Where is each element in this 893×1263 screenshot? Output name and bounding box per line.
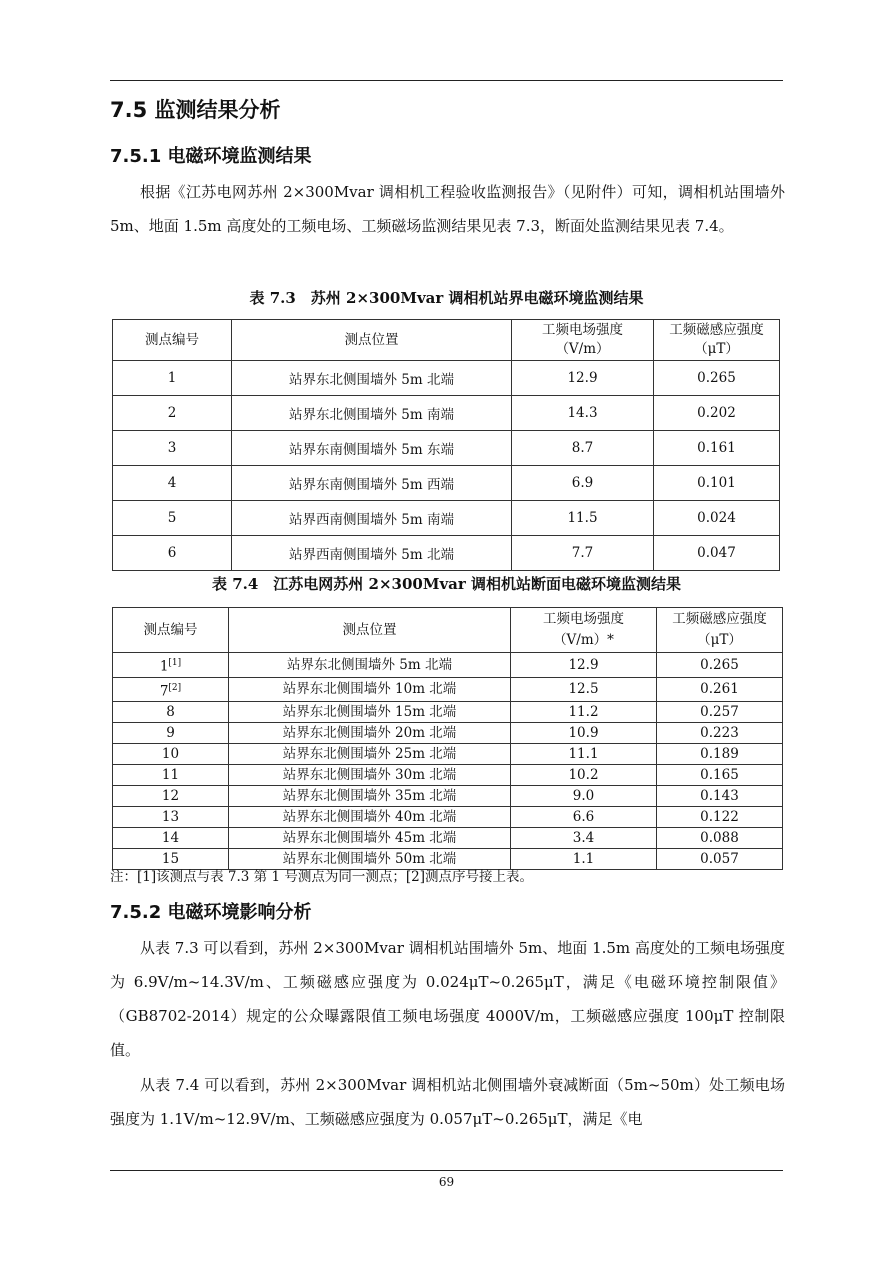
header-cell: 工频电场强度 （V/m） [512, 320, 654, 361]
cell: 10 [113, 744, 229, 765]
cell: 0.265 [654, 361, 780, 396]
header-cell: 工频磁感应强度 （μT） [657, 608, 783, 653]
table-row [113, 786, 783, 807]
intro-paragraph: 根据《江苏电网苏州 2×300Mvar 调相机工程验收监测报告》（见附件）可知，调相机站围墙外 5m、地面 1.5m 高度处的工频电场、工频磁场监测结果见表 7.3，断面处监测结果见表 7.4。 [110, 183, 785, 235]
cell: 0.143 [657, 786, 783, 807]
table-row [113, 361, 780, 396]
cell: 0.088 [657, 828, 783, 849]
header-cell: 工频磁感应强度 （μT） [654, 320, 780, 361]
cell: 15 [113, 849, 229, 870]
cell: 10.2 [511, 765, 657, 786]
cell: 3 [113, 431, 232, 466]
header-cell: 测点编号 [113, 608, 229, 653]
table-row [113, 677, 783, 702]
cell: 12.9 [511, 653, 657, 678]
cell: 站界东北侧围墙外 35m 北端 [229, 786, 511, 807]
table-row [113, 501, 780, 536]
table-row [113, 723, 783, 744]
table-row [113, 653, 783, 678]
header-rule [110, 80, 783, 81]
cell: 8.7 [512, 431, 654, 466]
cell: 站界东北侧围墙外 5m 北端 [232, 361, 512, 396]
header-cell: 测点编号 [113, 320, 232, 361]
cell: 10.9 [511, 723, 657, 744]
cell: 7.7 [512, 536, 654, 571]
cell: 站界东北侧围墙外 40m 北端 [229, 807, 511, 828]
cell: 站界东北侧围墙外 15m 北端 [229, 702, 511, 723]
page-number: 69 [438, 1175, 455, 1189]
cell: 5 [113, 501, 232, 536]
cell: 站界东北侧围墙外 20m 北端 [229, 723, 511, 744]
cell: 0.223 [657, 723, 783, 744]
subsection-title-2: 7.5.2 电磁环境影响分析 [110, 902, 312, 923]
cell: 站界西南侧围墙外 5m 北端 [232, 536, 512, 571]
cell: 0.122 [657, 807, 783, 828]
footer-rule [110, 1170, 783, 1171]
cell: 6.9 [512, 466, 654, 501]
table-header-row [113, 320, 780, 361]
cell: 11.1 [511, 744, 657, 765]
cell: 1.1 [511, 849, 657, 870]
cell: 14 [113, 828, 229, 849]
cell: 0.024 [654, 501, 780, 536]
table-row [113, 744, 783, 765]
cell: 6.6 [511, 807, 657, 828]
cell: 12 [113, 786, 229, 807]
cell: 1[1] [113, 653, 229, 678]
cell: 9 [113, 723, 229, 744]
table-row [113, 702, 783, 723]
cell: 站界东北侧围墙外 50m 北端 [229, 849, 511, 870]
cell: 7[2] [113, 677, 229, 702]
cell: 站界东南侧围墙外 5m 东端 [232, 431, 512, 466]
table-7-3-caption: 表 7.3 苏州 2×300Mvar 调相机站界电磁环境监测结果 [249, 289, 644, 307]
cell: 站界东北侧围墙外 5m 北端 [229, 653, 511, 678]
cell: 11 [113, 765, 229, 786]
table-row [113, 466, 780, 501]
cell: 6 [113, 536, 232, 571]
cell: 0.189 [657, 744, 783, 765]
cell: 0.057 [657, 849, 783, 870]
header-cell: 测点位置 [229, 608, 511, 653]
cell: 3.4 [511, 828, 657, 849]
table-7-4-caption: 表 7.4 江苏电网苏州 2×300Mvar 调相机站断面电磁环境监测结果 [211, 575, 682, 593]
table-row [113, 828, 783, 849]
cell: 0.261 [657, 677, 783, 702]
table-row [113, 431, 780, 466]
table-row [113, 807, 783, 828]
analysis-paragraph-2: 从表 7.4 可以看到，苏州 2×300Mvar 调相机站北侧围墙外衰减断面（5m~50m）处工频电场强度为 1.1V/m~12.9V/m、工频磁感应强度为 0.057μT~0.265μT，满足《电 [110, 1076, 785, 1128]
header-cell: 工频电场强度 （V/m）* [511, 608, 657, 653]
table-7-3 [112, 319, 780, 571]
cell: 11.2 [511, 702, 657, 723]
cell: 12.9 [512, 361, 654, 396]
table-row [113, 765, 783, 786]
cell: 0.202 [654, 396, 780, 431]
cell: 11.5 [512, 501, 654, 536]
cell: 0.265 [657, 653, 783, 678]
cell: 站界西南侧围墙外 5m 南端 [232, 501, 512, 536]
analysis-paragraph-1: 从表 7.3 可以看到，苏州 2×300Mvar 调相机站围墙外 5m、地面 1.5m 高度处的工频电场强度为 6.9V/m~14.3V/m、工频磁感应强度为 0.024μT~0.265μT，满足《电磁环境控制限值》（GB8702-2014）规定的公众曝露限值工频电场强度 4000V/m，工频磁感应强度 100μT 控制限值。 [110, 939, 785, 1059]
cell: 站界东北侧围墙外 10m 北端 [229, 677, 511, 702]
cell: 0.165 [657, 765, 783, 786]
table-row [113, 536, 780, 571]
cell: 12.5 [511, 677, 657, 702]
cell: 13 [113, 807, 229, 828]
cell: 0.257 [657, 702, 783, 723]
table-7-4 [112, 607, 783, 870]
cell: 0.161 [654, 431, 780, 466]
cell: 站界东北侧围墙外 30m 北端 [229, 765, 511, 786]
table-header-row [113, 608, 783, 653]
cell: 站界东北侧围墙外 5m 南端 [232, 396, 512, 431]
section-title: 7.5 监测结果分析 [110, 98, 281, 122]
cell: 站界东北侧围墙外 45m 北端 [229, 828, 511, 849]
cell: 站界东南侧围墙外 5m 西端 [232, 466, 512, 501]
cell: 9.0 [511, 786, 657, 807]
cell: 4 [113, 466, 232, 501]
cell: 8 [113, 702, 229, 723]
cell: 站界东北侧围墙外 25m 北端 [229, 744, 511, 765]
table-row [113, 396, 780, 431]
header-cell: 测点位置 [232, 320, 512, 361]
cell: 1 [113, 361, 232, 396]
cell: 2 [113, 396, 232, 431]
cell: 0.101 [654, 466, 780, 501]
table-note: 注：[1]该测点与表 7.3 第 1 号测点为同一测点；[2]测点序号接上表。 [110, 869, 533, 885]
cell: 14.3 [512, 396, 654, 431]
cell: 0.047 [654, 536, 780, 571]
subsection-title-1: 7.5.1 电磁环境监测结果 [110, 146, 312, 167]
